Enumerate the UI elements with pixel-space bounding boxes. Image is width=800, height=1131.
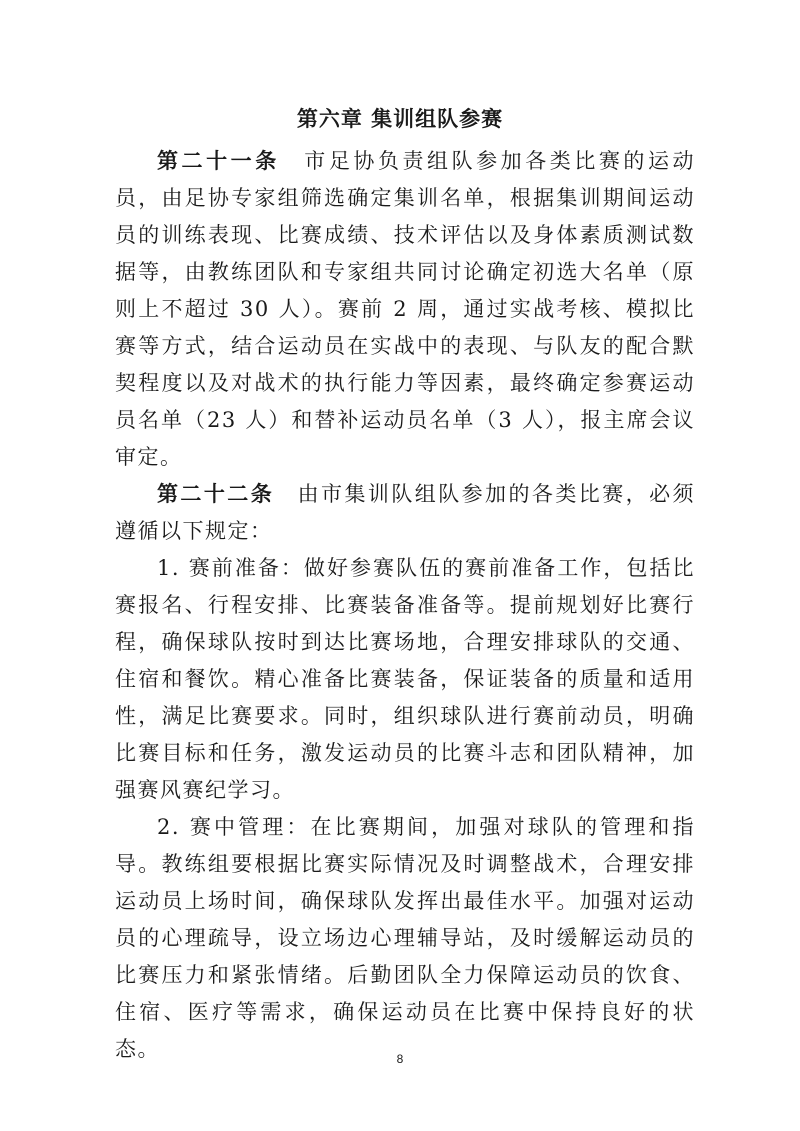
article-22-text: 由市集训队组队参加的各类比赛，必须遵循以下规定： [115,482,696,543]
item-2-paragraph: 2. 赛中管理：在比赛期间，加强对球队的管理和指导。教练组要根据比赛实际情况及时调整战术，合理安排运动员上场时间，确保球队发挥出最佳水平。加强对运动员的心理疏导，设立场边心理辅导站，及时缓解运动员的比赛压力和紧张情绪。后勤团队全力保障运动员的饮食、住宿、医疗等需求，确保运动员在比赛中保持良好的状态。 [115,815,695,1061]
article-22-label: 第二十二条 [157,482,275,506]
article-21-label: 第二十一条 [157,149,280,173]
item-1-paragraph: 1. 赛前准备：做好参赛队伍的赛前准备工作，包括比赛报名、行程安排、比赛装备准备等。提前规划好比赛行程，确保球队按时到达比赛场地，合理安排球队的交通、住宿和餐饮。精心准备比赛装备，保证装备的质量和适用性，满足比赛要求。同时，组织球队进行赛前动员，明确比赛目标和任务，激发运动员的比赛斗志和团队精神，加强赛风赛纪学习。 [115,556,695,802]
article-21-text: 市足协负责组队参加各类比赛的运动员，由足协专家组筛选确定集训名单，根据集训期间运动员的训练表现、比赛成绩、技术评估以及身体素质测试数据等，由教练团队和专家组共同讨论确定初选大名单（原则上不超过 30 人）。赛前 2 周，通过实战考核、模拟比赛等方式，结合运动员在实战中的表现、与队友的配合默契程度以及对战术的执行能力等因素，最终确定参赛运动员名单（23 人）和替补运动员名单（3 人），报主席会议审定。 [115,149,696,469]
article-22-paragraph [115,476,695,550]
chapter-title: 第六章 集训组队参赛 [296,107,504,131]
article-21-paragraph [115,143,695,476]
page-number: 8 [396,1052,404,1066]
body-text [115,143,695,1068]
